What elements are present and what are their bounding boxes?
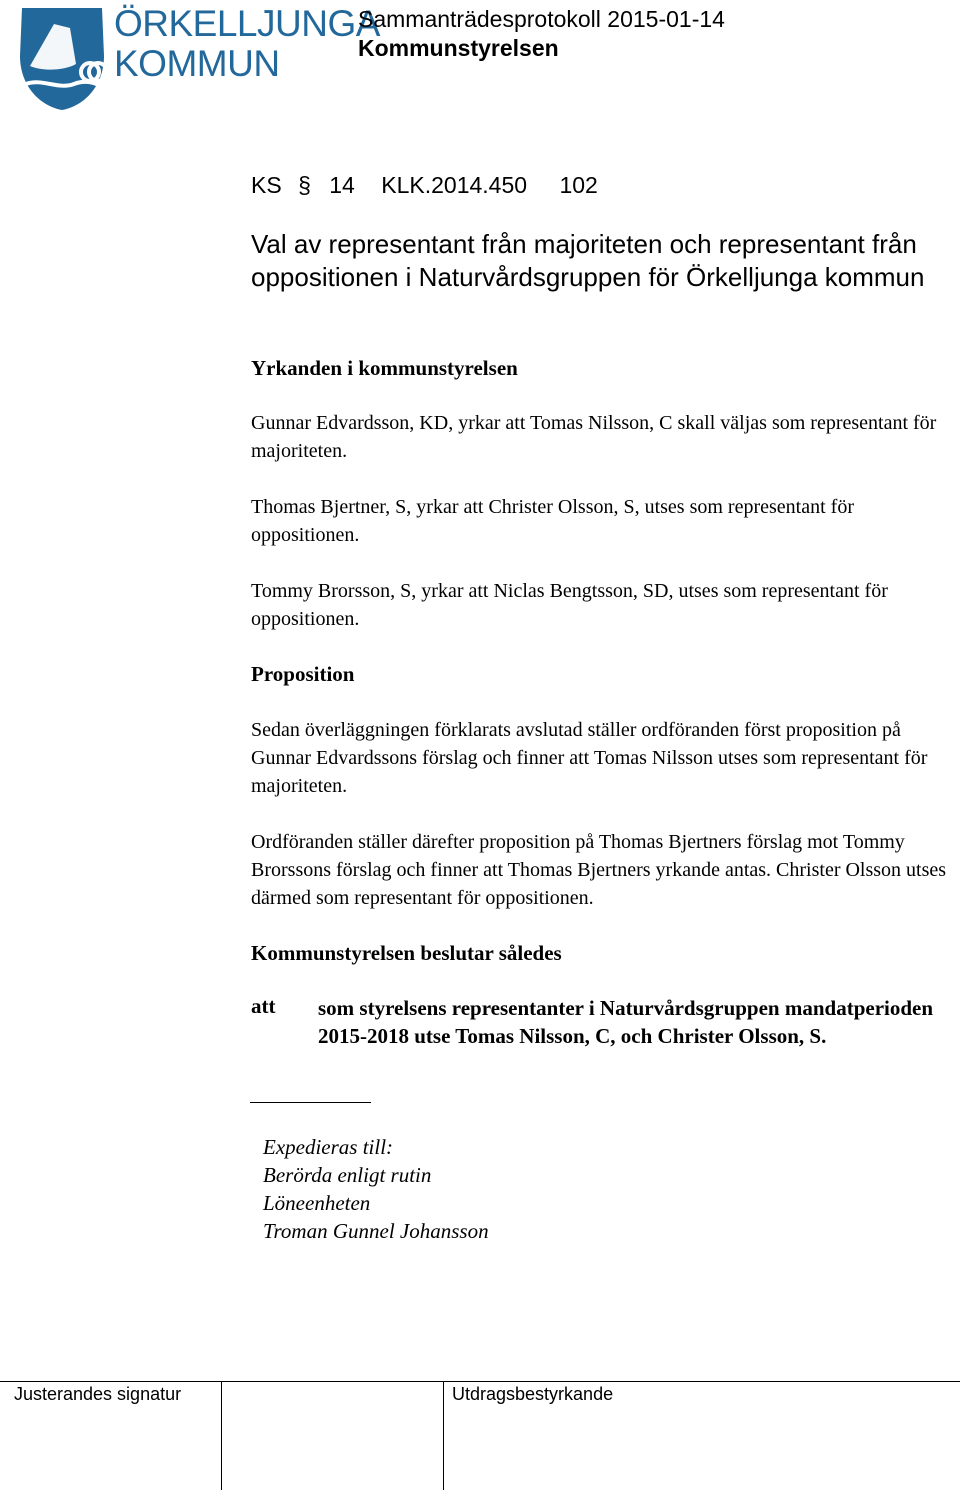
protocol-title: Sammanträdesprotokoll 2015-01-14: [358, 6, 725, 32]
heading-proposition: Proposition: [251, 662, 355, 686]
footer-divider: [0, 1381, 960, 1382]
case-reference: [251, 172, 598, 199]
section-sign: §: [298, 172, 311, 198]
case-page: 102: [559, 172, 598, 198]
case-dnr: KLK.2014.450: [381, 172, 528, 198]
decision-text: som styrelsens representanter i Naturvårdsgruppen mandatperioden 2015-2018 utse Tomas Nilsson, C, och Christer Olsson, S.: [318, 996, 934, 1048]
municipality-logo-text: [114, 4, 380, 84]
separator-line: [250, 1102, 371, 1103]
document-header: [358, 5, 725, 63]
signature-field-label: Justerandes signatur: [14, 1384, 182, 1404]
yrkande-paragraph-3: Tommy Brorsson, S, yrkar att Niclas Bengtsson, SD, utses som representant för oppositionen.: [251, 580, 888, 630]
page-title: Val av representant från majoriteten och representant från oppositionen i Naturvårdsgruppen för Örkelljunga kommun: [251, 229, 925, 292]
proposition-paragraph-2: Ordföranden ställer därefter proposition på Thomas Bjertners förslag mot Tommy Brorssons förslag och finner att Thomas Bjertners yrkande antas. Christer Olsson utses därmed som representant för oppositionen.: [251, 831, 947, 909]
yrkande-paragraph-2: Thomas Bjertner, S, yrkar att Christer Olsson, S, utses som representant för oppositionen.: [251, 496, 854, 546]
case-ks: KS: [251, 172, 282, 198]
body-name: Kommunstyrelsen: [358, 35, 559, 61]
case-number: 14: [329, 172, 355, 198]
proposition-paragraph-1: Sedan överläggningen förklarats avslutad ställer ordföranden först proposition på Gunnar Edvardssons förslag och finner att Tomas Nilsson utses som representant för majoriteten.: [251, 719, 928, 797]
yrkande-paragraph-1: Gunnar Edvardsson, KD, yrkar att Tomas Nilsson, C skall väljas som representant för majoriteten.: [251, 412, 937, 462]
extract-field-label: Utdragsbestyrkande: [452, 1384, 614, 1404]
logo-line-1: ÖRKELLJUNGA: [114, 3, 380, 44]
heading-yrkanden: Yrkanden i kommunstyrelsen: [251, 356, 518, 380]
decision-att: att: [251, 994, 276, 1018]
logo-line-2: KOMMUN: [114, 43, 280, 84]
footer-column-divider: [443, 1381, 444, 1490]
distribution-list: [263, 1133, 489, 1245]
heading-decision: Kommunstyrelsen beslutar således: [251, 941, 562, 965]
distribution-item: Berörda enligt rutin: [263, 1163, 432, 1187]
distribution-item: Löneenheten: [263, 1191, 371, 1215]
municipality-logo-icon: [14, 6, 110, 112]
distribution-label: Expedieras till:: [263, 1135, 394, 1159]
footer-column-divider: [221, 1381, 222, 1490]
distribution-item: Troman Gunnel Johansson: [263, 1219, 489, 1243]
